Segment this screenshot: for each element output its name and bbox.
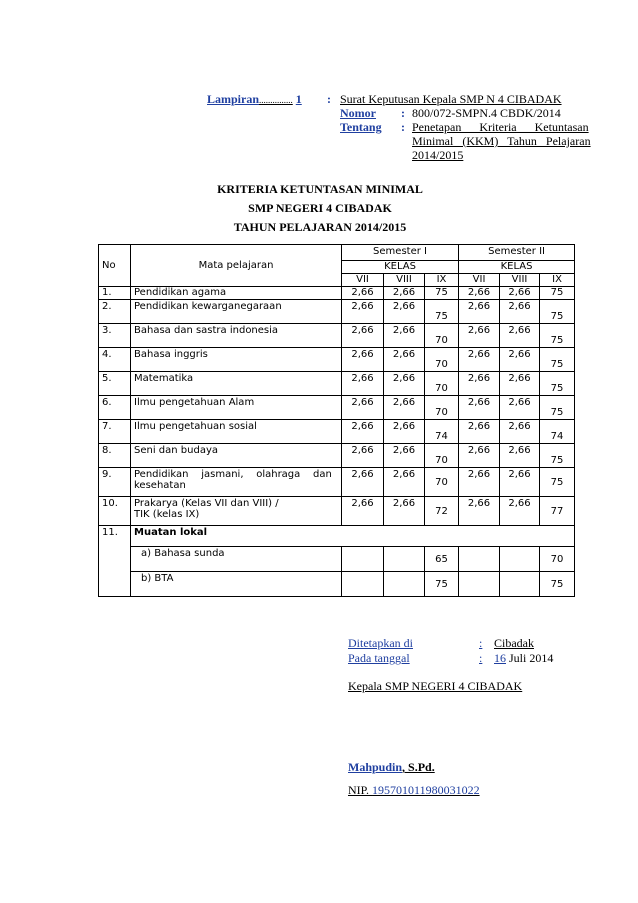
nomor-value: 800/072-SMPN.4 CBDK/2014 <box>412 106 561 120</box>
cell-s1-viii: 2,66 <box>384 348 425 372</box>
tentang-line2: Minimal (KKM) Tahun Pelajaran <box>412 134 591 148</box>
cell-s2-viii: 2,66 <box>500 287 540 300</box>
document-title <box>200 180 440 237</box>
cell-s1-vii: 2,66 <box>342 348 384 372</box>
grade-vii-s1: VII <box>342 274 384 287</box>
cell-s1-ix: 70 <box>425 468 459 497</box>
cell-s2-ix: 74 <box>540 420 575 444</box>
cell-s2-ix: 75 <box>540 572 575 597</box>
table-row <box>99 324 575 348</box>
cell-s2-ix: 75 <box>540 444 575 468</box>
table-row <box>99 372 575 396</box>
cell-empty <box>459 572 500 597</box>
tentang-line1: Penetapan Kriteria Ketuntasan <box>412 120 589 134</box>
cell-s1-ix: 70 <box>425 348 459 372</box>
title-line1: KRITERIA KETUNTASAN MINIMAL <box>217 182 423 196</box>
tentang-line3: 2014/2015 <box>412 148 464 162</box>
table-row <box>99 348 575 372</box>
row-mapel-line2: kesehatan <box>134 480 186 491</box>
header-semester-2: Semester II <box>459 245 575 261</box>
cell-s2-vii: 2,66 <box>459 372 500 396</box>
nomor-label: Nomor <box>340 106 376 120</box>
cell-s1-vii: 2,66 <box>342 287 384 300</box>
cell-s2-viii: 2,66 <box>500 300 540 324</box>
tanggal-rest: Juli 2014 <box>506 651 554 665</box>
cell-s1-viii: 2,66 <box>384 396 425 420</box>
ditetapkan-label: Ditetapkan di <box>348 636 413 650</box>
cell-s2-vii: 2,66 <box>459 468 500 497</box>
cell-s2-ix: 75 <box>540 468 575 497</box>
row-mapel <box>131 468 342 497</box>
lampiran-value: Surat Keputusan Kepala SMP N 4 CIBADAK <box>340 92 562 106</box>
cell-s2-viii: 2,66 <box>500 420 540 444</box>
row-mapel: Pendidikan agama <box>131 287 342 300</box>
row-no: 3. <box>99 324 131 348</box>
cell-s2-vii: 2,66 <box>459 444 500 468</box>
row-no: 9. <box>99 468 131 497</box>
row-no: 11. <box>99 526 131 597</box>
signatory-name <box>348 760 435 774</box>
cell-s2-ix: 75 <box>540 324 575 348</box>
signatory-name-suffix: , S.Pd. <box>402 760 435 774</box>
cell-s1-vii: 2,66 <box>342 444 384 468</box>
row-mapel-muatan-lokal: Muatan lokal <box>131 526 575 547</box>
cell-s1-ix: 70 <box>425 444 459 468</box>
cell-s2-viii: 2,66 <box>500 497 540 526</box>
cell-s1-ix: 75 <box>425 572 459 597</box>
cell-s2-ix: 75 <box>540 300 575 324</box>
cell-empty <box>459 547 500 572</box>
cell-s1-ix: 72 <box>425 497 459 526</box>
cell-empty <box>500 572 540 597</box>
row-mapel: Bahasa inggris <box>131 348 342 372</box>
cell-s1-vii: 2,66 <box>342 300 384 324</box>
title-line3: TAHUN PELAJARAN 2014/2015 <box>233 220 407 234</box>
cell-s2-viii: 2,66 <box>500 396 540 420</box>
row-mapel-line2: TIK (kelas IX) <box>134 509 200 520</box>
cell-s2-ix: 75 <box>540 287 575 300</box>
cell-s1-viii: 2,66 <box>384 372 425 396</box>
cell-s2-viii: 2,66 <box>500 444 540 468</box>
header-kelas-2: KELAS <box>459 261 575 274</box>
row-mapel: Pendidikan kewarganegaraan <box>131 300 342 324</box>
ditetapkan-value: Cibadak <box>494 636 534 650</box>
nip-value: 195701011980031022 <box>372 783 480 797</box>
cell-empty <box>342 547 384 572</box>
kkm-table <box>98 244 575 597</box>
grade-ix-s2: IX <box>540 274 575 287</box>
cell-empty <box>384 572 425 597</box>
cell-empty <box>500 547 540 572</box>
row-mapel <box>131 497 342 526</box>
row-no: 5. <box>99 372 131 396</box>
cell-s1-ix: 70 <box>425 372 459 396</box>
table-row <box>99 468 575 497</box>
cell-s2-vii: 2,66 <box>459 420 500 444</box>
cell-s2-ix: 75 <box>540 396 575 420</box>
cell-s1-ix: 74 <box>425 420 459 444</box>
sub-row-label: a) Bahasa sunda <box>131 547 342 572</box>
cell-s1-vii: 2,66 <box>342 396 384 420</box>
cell-s1-ix: 75 <box>425 287 459 300</box>
cell-s2-ix: 75 <box>540 372 575 396</box>
row-mapel: Bahasa dan sastra indonesia <box>131 324 342 348</box>
row-mapel-line1: Pendidikan jasmani, olahraga dan <box>134 469 332 480</box>
sub-row-label: b) BTA <box>131 572 342 597</box>
row-mapel: Matematika <box>131 372 342 396</box>
row-no: 4. <box>99 348 131 372</box>
cell-s1-viii: 2,66 <box>384 324 425 348</box>
cell-s2-vii: 2,66 <box>459 396 500 420</box>
row-no: 7. <box>99 420 131 444</box>
cell-s1-vii: 2,66 <box>342 372 384 396</box>
header-no: No <box>99 245 131 287</box>
lampiran-number: 1 <box>295 92 302 106</box>
table-row <box>99 396 575 420</box>
cell-s2-viii: 2,66 <box>500 372 540 396</box>
cell-s1-ix: 65 <box>425 547 459 572</box>
cell-s1-viii: 2,66 <box>384 444 425 468</box>
kepala-title: Kepala SMP NEGERI 4 CIBADAK <box>348 679 523 693</box>
cell-s2-viii: 2,66 <box>500 324 540 348</box>
lampiran-label: Lampiran <box>207 92 260 106</box>
table-row-sub <box>99 572 575 597</box>
table-row <box>99 300 575 324</box>
row-mapel: Seni dan budaya <box>131 444 342 468</box>
header-kelas-1: KELAS <box>342 261 459 274</box>
tanggal-day: 16 <box>494 651 506 665</box>
row-no: 6. <box>99 396 131 420</box>
table-row-sub <box>99 547 575 572</box>
row-mapel: Ilmu pengetahuan Alam <box>131 396 342 420</box>
row-no: 10. <box>99 497 131 526</box>
signatory-name-main: Mahpudin <box>348 760 403 774</box>
header-mapel: Mata pelajaran <box>131 245 342 287</box>
cell-s2-vii: 2,66 <box>459 348 500 372</box>
cell-s1-vii: 2,66 <box>342 324 384 348</box>
title-line2: SMP NEGERI 4 CIBADAK <box>248 201 392 215</box>
row-no: 2. <box>99 300 131 324</box>
tentang-colon: : <box>401 120 405 134</box>
table-row <box>99 420 575 444</box>
row-no: 1. <box>99 287 131 300</box>
lampiran-dots: ............... <box>259 95 293 105</box>
cell-s1-vii: 2,66 <box>342 468 384 497</box>
header-semester-1: Semester I <box>342 245 459 261</box>
header-row-semester <box>99 245 575 261</box>
cell-s2-vii: 2,66 <box>459 324 500 348</box>
nip-label: NIP. <box>348 783 373 797</box>
grade-vii-s2: VII <box>459 274 500 287</box>
ditetapkan-colon: : <box>479 636 483 650</box>
lampiran-colon: : <box>327 92 331 106</box>
tanggal-colon: : <box>479 651 483 665</box>
tentang-label: Tentang <box>340 120 382 134</box>
nomor-colon: : <box>401 106 405 120</box>
tanggal-value <box>494 651 553 665</box>
cell-s2-ix: 77 <box>540 497 575 526</box>
cell-s1-ix: 70 <box>425 396 459 420</box>
row-no: 8. <box>99 444 131 468</box>
row-mapel: Ilmu pengetahuan sosial <box>131 420 342 444</box>
cell-s1-viii: 2,66 <box>384 468 425 497</box>
cell-s1-viii: 2,66 <box>384 420 425 444</box>
cell-s1-viii: 2,66 <box>384 287 425 300</box>
tanggal-label: Pada tanggal <box>348 651 410 665</box>
lampiran-row <box>207 92 302 107</box>
table-row <box>99 497 575 526</box>
cell-s2-ix: 70 <box>540 547 575 572</box>
grade-ix-s1: IX <box>425 274 459 287</box>
cell-empty <box>384 547 425 572</box>
cell-s1-viii: 2,66 <box>384 300 425 324</box>
cell-s2-vii: 2,66 <box>459 497 500 526</box>
cell-s1-vii: 2,66 <box>342 420 384 444</box>
cell-s2-vii: 2,66 <box>459 287 500 300</box>
table-row <box>99 287 575 300</box>
nip-line <box>348 783 480 797</box>
cell-s2-ix: 75 <box>540 348 575 372</box>
cell-s1-ix: 75 <box>425 300 459 324</box>
cell-s1-viii: 2,66 <box>384 497 425 526</box>
table-row <box>99 526 575 547</box>
cell-s1-ix: 70 <box>425 324 459 348</box>
table-row <box>99 444 575 468</box>
cell-s2-viii: 2,66 <box>500 348 540 372</box>
cell-s2-viii: 2,66 <box>500 468 540 497</box>
cell-empty <box>342 572 384 597</box>
cell-s2-vii: 2,66 <box>459 300 500 324</box>
grade-viii-s2: VIII <box>500 274 540 287</box>
row-mapel-line1: Prakarya (Kelas VII dan VIII) / <box>134 498 279 509</box>
cell-s1-vii: 2,66 <box>342 497 384 526</box>
grade-viii-s1: VIII <box>384 274 425 287</box>
